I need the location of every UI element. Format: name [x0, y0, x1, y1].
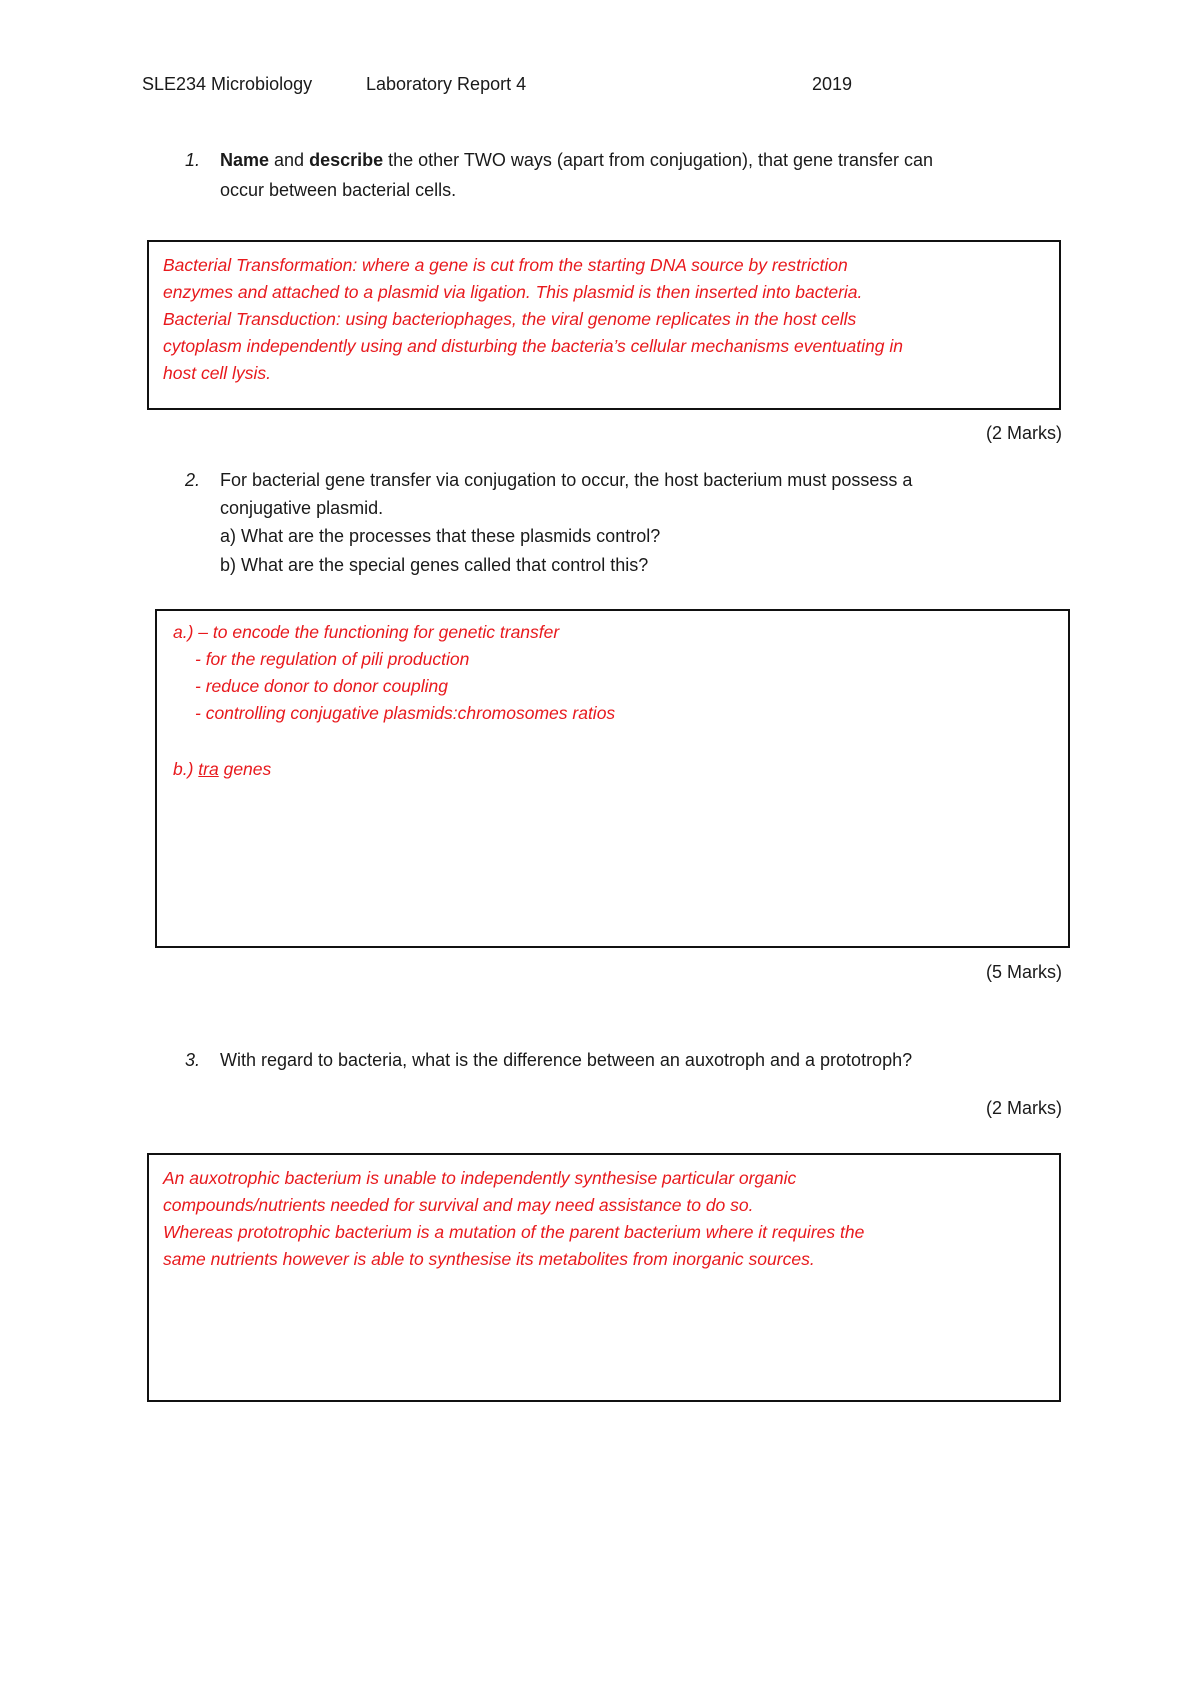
answer-1-line-5: host cell lysis. [163, 363, 271, 383]
answer-1-line-2: enzymes and attached to a plasmid via ligation. This plasmid is then inserted into bacteria. [163, 282, 863, 302]
q1-rest: the other TWO ways (apart from conjugation), that gene transfer can [383, 150, 934, 170]
answer-3-line-4: same nutrients however is able to synthesise its metabolites from inorganic sources. [163, 1249, 815, 1269]
answer-2a-line-1: a.) – to encode the functioning for genetic transfer [173, 622, 560, 642]
report-title: Laboratory Report 4 [366, 74, 527, 94]
question-2-line-2: conjugative plasmid. [220, 498, 384, 518]
course-title: SLE234 Microbiology [142, 74, 313, 94]
answer-box-3 [147, 1153, 1061, 1402]
answer-2b-suffix: genes [218, 759, 272, 779]
answer-3-line-1: An auxotrophic bacterium is unable to independently synthesise particular organic [163, 1168, 797, 1188]
question-3-number: 3. [185, 1050, 201, 1070]
answer-2b-term: tra [198, 759, 219, 779]
question-3-line-1: With regard to bacteria, what is the difference between an auxotroph and a prototroph? [220, 1050, 913, 1070]
answer-2a-line-4: - controlling conjugative plasmids:chromosomes ratios [195, 703, 616, 723]
q1-bold-name: Name [220, 150, 270, 170]
report-year: 2019 [812, 74, 853, 94]
answer-2b-prefix: b.) [173, 759, 199, 779]
answer-1-line-1: Bacterial Transformation: where a gene is cut from the starting DNA source by restriction [163, 255, 848, 275]
question-2-line-4: b) What are the special genes called that control this? [220, 555, 649, 575]
question-1-marks: (2 Marks) [986, 423, 1062, 443]
answer-1-line-4: cytoplasm independently using and disturbing the bacteria’s cellular mechanisms eventuating in [163, 336, 903, 356]
answer-2a-line-2: - for the regulation of pili production [195, 649, 470, 669]
question-1-number: 1. [185, 150, 201, 170]
question-1-line-1 [220, 146, 933, 174]
answer-3-line-2: compounds/nutrients needed for survival and may need assistance to do so. [163, 1195, 754, 1215]
question-3-marks: (2 Marks) [986, 1098, 1062, 1118]
answer-2b [173, 756, 271, 783]
answer-box-1 [147, 240, 1061, 410]
question-2-marks: (5 Marks) [986, 962, 1062, 982]
question-2-number: 2. [185, 470, 201, 490]
question-2-line-3: a) What are the processes that these plasmids control? [220, 526, 661, 546]
answer-1-line-3: Bacterial Transduction: using bacteriophages, the viral genome replicates in the host cells [163, 309, 857, 329]
q1-bold-describe: describe [309, 150, 384, 170]
answer-2a-line-3: - reduce donor to donor coupling [195, 676, 448, 696]
answer-box-2 [155, 609, 1070, 948]
q1-mid: and [269, 150, 310, 170]
question-2-line-1: For bacterial gene transfer via conjugation to occur, the host bacterium must possess a [220, 470, 913, 490]
answer-3-line-3: Whereas prototrophic bacterium is a mutation of the parent bacterium where it requires the [163, 1222, 865, 1242]
question-1-line-2: occur between bacterial cells. [220, 180, 457, 200]
